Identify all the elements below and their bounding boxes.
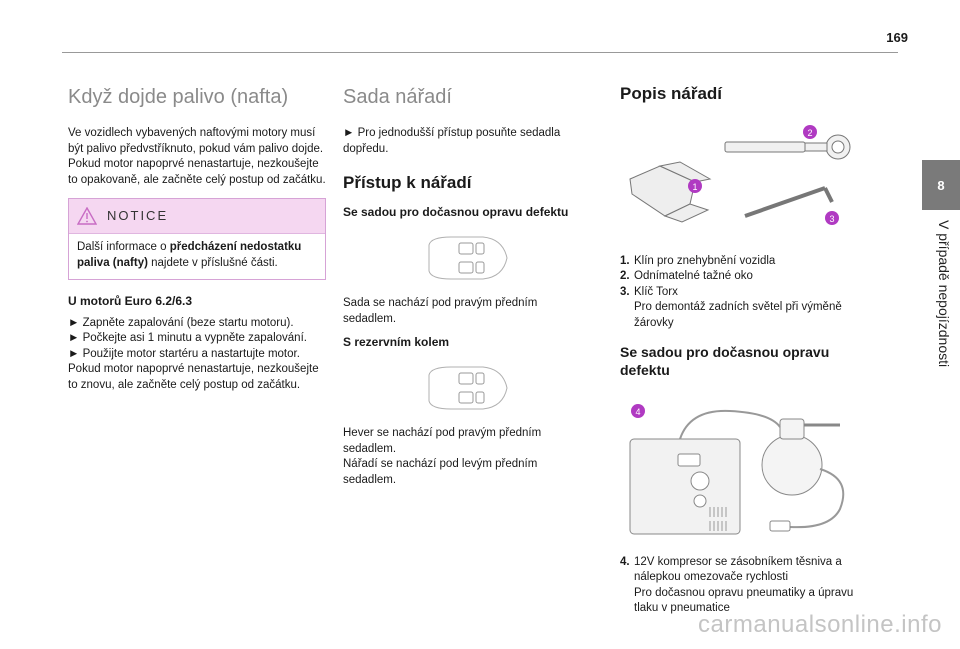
svg-text:1: 1 — [692, 182, 698, 192]
tool-num: 4. — [620, 555, 630, 568]
list-item — [620, 269, 875, 285]
step-start: ► Použijte motor startéru a nastartujte motor. — [68, 347, 300, 360]
compressor-illustration — [620, 399, 860, 539]
jack-location: Hever se nachází pod pravým předním sedadlem. — [343, 427, 542, 455]
fuel-intro-2: Pokud motor napoprvé nenastartuje, nezkoušejte to opakovaně, ale začněte celý postup od začátku. — [68, 158, 326, 186]
chapter-tab[interactable]: 8 — [922, 160, 960, 210]
tools-illustration — [620, 124, 860, 234]
toolkit-step: ► Pro jednodušší přístup posuňte sedadla dopředu. — [343, 127, 561, 155]
tools-location: Nářadí se nachází pod levým předním sedadlem. — [343, 458, 538, 486]
list-item — [620, 254, 875, 270]
warning-icon — [77, 207, 97, 225]
notice-label: NOTICE — [107, 208, 169, 224]
access-title: Přístup k nářadí — [343, 173, 472, 192]
badge-4 — [631, 404, 645, 418]
badge-2 — [803, 125, 817, 139]
fuel-outro: Pokud motor napoprvé nenastartuje, nezkoušejte to znovu, ale začněte celý postup od začátku. — [68, 363, 319, 391]
notice-header — [69, 199, 325, 233]
tool-num: 2. — [620, 270, 630, 282]
chapter-title-area — [922, 210, 960, 400]
car-seat-diagram-spare — [421, 363, 511, 413]
fuel-intro: Ve vozidlech vybavených naftovými motory musí být palivo předvstříknuto, pokud vám palivo dojde. — [68, 127, 324, 155]
step-ignition-on: ► Zapněte zapalování (beze startu motoru). — [68, 316, 294, 329]
tool-text: Klín pro znehybnění vozidla — [634, 254, 776, 267]
list-item-note — [620, 300, 875, 331]
list-item — [620, 285, 875, 301]
section-title-tools: Popis nářadí — [620, 84, 723, 103]
column-tools — [620, 80, 875, 617]
engine-subtitle: U motorů Euro 6.2/6.3 — [68, 294, 193, 308]
badge-3 — [825, 211, 839, 225]
step-wait: ► Počkejte asi 1 minutu a vypněte zapalování. — [68, 332, 307, 344]
section-title-toolkit: Sada nářadí — [343, 86, 452, 108]
chapter-title: V případě nepojízdnosti — [936, 220, 952, 368]
spare-subtitle: S rezervním kolem — [343, 335, 450, 349]
watermark: carmanualsonline.info — [698, 611, 942, 638]
compressor-text: 12V kompresor se zásobníkem těsniva a nálepkou omezovače rychlosti — [634, 555, 842, 583]
tool-num: 1. — [620, 254, 630, 267]
tool-text: Klíč Torx — [634, 285, 678, 298]
kit-location: Sada se nachází pod pravým předním sedadlem. — [343, 297, 538, 325]
kit-subtitle: Se sadou pro dočasnou opravu defektu — [343, 205, 569, 219]
svg-text:2: 2 — [807, 128, 813, 138]
column-toolkit — [343, 80, 588, 488]
tool-list — [620, 254, 875, 332]
svg-text:4: 4 — [635, 407, 641, 417]
car-seat-diagram — [421, 233, 511, 283]
notice-text-pre: Další informace o — [77, 241, 170, 253]
badge-1 — [688, 179, 702, 193]
svg-text:3: 3 — [829, 214, 835, 224]
notice-body — [69, 233, 325, 279]
notice-text-bold: předcházení nedostatku paliva (nafty) — [77, 241, 302, 269]
notice-text-post: najdete v příslušné části. — [147, 256, 278, 269]
torx-note: Pro demontáž zadních světel při výměně žárovky — [634, 301, 842, 329]
header-divider — [62, 52, 898, 53]
tool-text: Odnímatelné tažné oko — [634, 270, 753, 282]
page-number: 169 — [886, 30, 908, 45]
tool-num: 3. — [620, 285, 630, 298]
section-title-fuel: Když dojde palivo (nafta) — [68, 86, 289, 108]
notice-box — [68, 198, 326, 280]
list-item-compressor — [620, 555, 875, 586]
column-fuel — [68, 80, 326, 393]
compressor-note: Pro dočasnou opravu pneumatiky a úpravu tlaku v pneumatice — [634, 586, 854, 614]
kit-title: Se sadou pro dočasnou opravu defektu — [620, 344, 830, 378]
